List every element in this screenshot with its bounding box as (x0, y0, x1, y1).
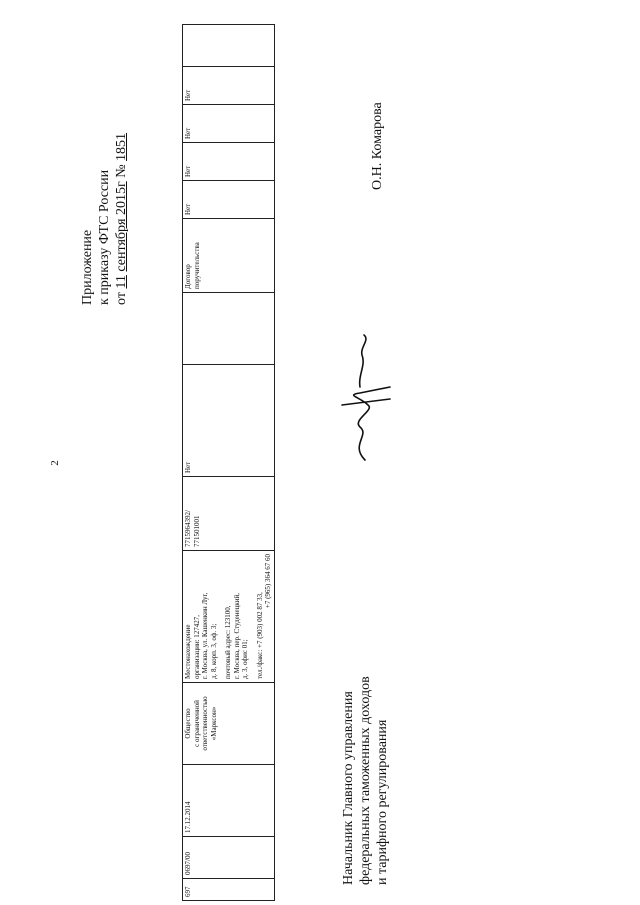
cell-col11: Нет (183, 143, 275, 181)
cell-col13: Нет (183, 67, 275, 105)
cell-col10: Нет (183, 181, 275, 219)
appendix-date-line: от 11 сентября 2015г № 1851 (114, 132, 129, 305)
appendix-order-ref: к приказу ФТС России (97, 169, 112, 305)
cell-address: Местонахождение организации: 127427, г. Москва, ул. Кашенкин Луг, д. 8, корп. 3, оф. 3; почтовый адрес: 123100, г. Москва, пер. Студенецкий, д. 3, офис 01; тел./факс: +7 (903) 002 87 33, +7 (965) 364 67 60 (183, 551, 275, 683)
appendix-date-day: 11 (114, 275, 129, 289)
page-number: 2 (48, 460, 61, 466)
appendix-date-month: сентября 2015г (114, 181, 129, 272)
cell-reg-number: 0697/00 (183, 837, 275, 879)
cell-contract: Договор поручительства (183, 219, 275, 293)
cell-number: 697 (183, 879, 275, 901)
cell-inn-kpp: 7715964392/ 771501001 (183, 477, 275, 551)
cell-col14 (183, 25, 275, 67)
cell-col12: Нет (183, 105, 275, 143)
cell-date: 17.12.2014 (183, 765, 275, 837)
cell-col8 (183, 293, 275, 365)
cell-col7: Нет (183, 365, 275, 477)
signer-title: Начальник Главного управления федеральных таможенных доходов и тарифного регулирования (341, 676, 390, 885)
appendix-title: Приложение (80, 229, 95, 305)
handwritten-signature (330, 330, 400, 465)
table-row (183, 25, 275, 901)
appendix-header (79, 65, 130, 305)
cell-org-name: Общество с ограниченной ответственностью «Марксон» (183, 683, 275, 765)
appendix-number: 1851 (114, 132, 129, 161)
signer-name: О.Н. Комарова (370, 102, 385, 190)
registry-table (182, 24, 275, 901)
